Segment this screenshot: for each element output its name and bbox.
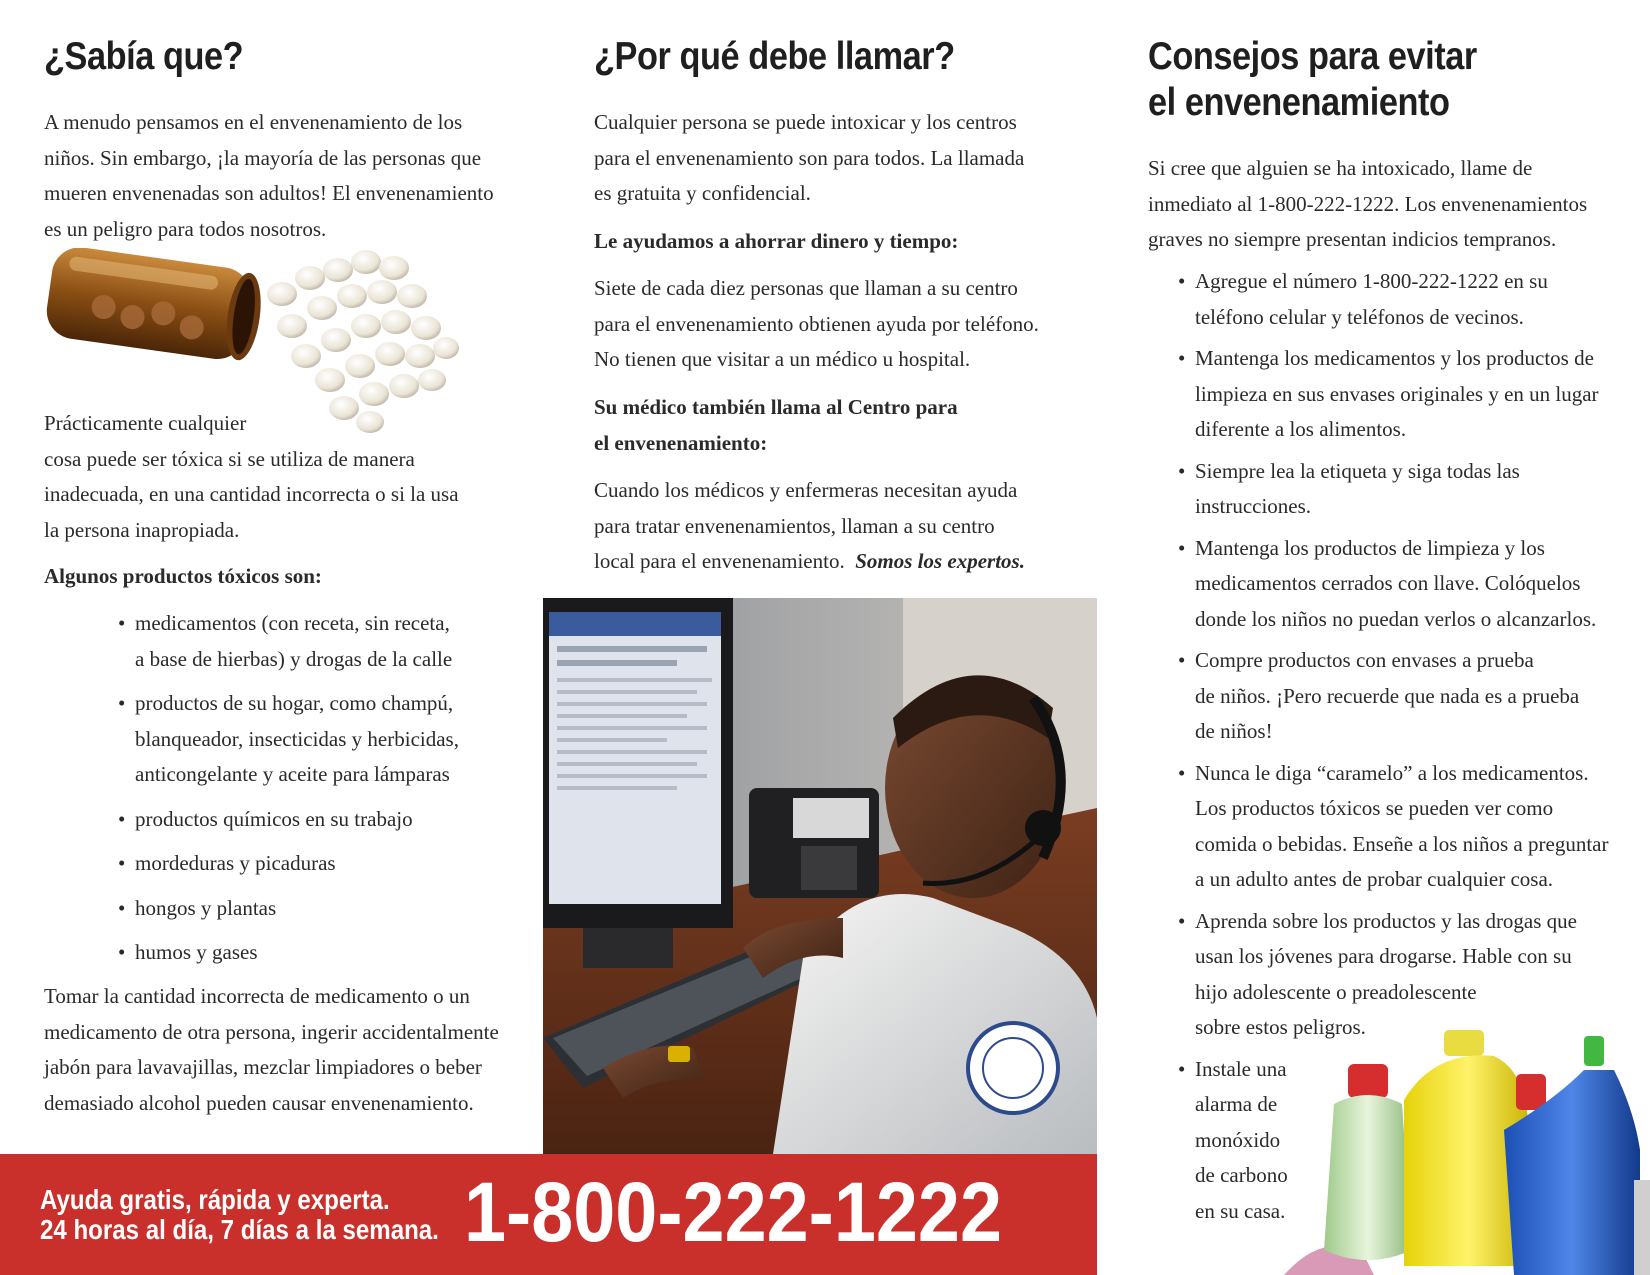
list-item: • medicamentos (con receta, sin receta, a base de hierbas) y drogas de la calle: [116, 606, 459, 677]
paragraph-anyone: Cualquier persona se puede intoxicar y los centros para el envenenamiento son para todos. La llamada es gratuita y confidencial.: [594, 110, 1025, 205]
paragraph-call-immediately: Si cree que alguien se ha intoxicado, llame de inmediato al 1-800-222-1222. Los envenenamientos graves no siempre presentan indicios tempranos.: [1148, 156, 1588, 251]
list-item: • Compre productos con envases a prueba de niños. ¡Pero recuerde que nada es a prueba de niños!: [1176, 643, 1608, 750]
paragraph-doctors: Cuando los médicos y enfermeras necesitan ayuda para tratar envenenamientos, llaman a su centro local para el envenenamiento. Somos los expertos.: [594, 478, 1025, 573]
hotline-phone-number[interactable]: 1-800-222-1222: [464, 1165, 1003, 1259]
doctor-calls-heading: Su médico también llama al Centro para el envenenamiento:: [594, 395, 958, 455]
banner-tagline: Ayuda gratis, rápida y experta. 24 horas al día, 7 días a la semana.: [40, 1184, 439, 1245]
poison-specialist-photo: [543, 598, 1097, 1154]
paragraph-practically-anything: Prácticamente cualquier cosa puede ser tóxica si se utiliza de manera inadecuada, en una cantidad incorrecta o si la usa la persona inapropiada.: [44, 411, 459, 542]
list-item: • Agregue el número 1-800-222-1222 en su teléfono celular y teléfonos de vecinos.: [1176, 264, 1608, 335]
column-why-call: [594, 0, 1074, 590]
list-item: • Aprenda sobre los productos y las drogas que usan los jóvenes para drogarse. Hable con su hijo adolescente o preadolescente sobre estos peligros.: [1176, 904, 1608, 1046]
list-item: • Nunca le diga “caramelo” a los medicamentos. Los productos tóxicos se pueden ver como comida o bebidas. Enseñe a los niños a preguntar a un adulto antes de probar cualquier cosa.: [1176, 756, 1608, 898]
list-item: • productos de su hogar, como champú, blanqueador, insecticidas y herbicidas, anticongelante y aceite para lámparas: [116, 686, 459, 793]
list-item: • Mantenga los medicamentos y los productos de limpieza en sus envases originales y en un lugar diferente a los alimentos.: [1176, 341, 1608, 448]
paragraph-closing: Tomar la cantidad incorrecta de medicamento o un medicamento de otra persona, ingerir accidentalmente jabón para lavavajillas, mezclar limpiadores o beber demasiado alcohol pueden causar envenenamiento.: [44, 984, 499, 1115]
heading-why-call: ¿Por qué debe llamar?: [594, 35, 955, 78]
list-item: • mordeduras y picaduras: [116, 846, 459, 882]
column-did-you-know: [44, 0, 514, 1154]
we-are-experts-text: Somos los expertos.: [855, 549, 1025, 573]
list-item: • Instale una alarma de monóxido de carbono en su casa.: [1176, 1052, 1608, 1230]
paragraph-seven-of-ten: Siete de cada diez personas que llaman a su centro para el envenenamiento obtienen ayuda por teléfono. No tienen que visitar a un médico u hospital.: [594, 276, 1039, 371]
list-item: • humos y gases: [116, 935, 459, 971]
heading-prevention-tips: Consejos para evitar el envenenamiento: [1148, 35, 1477, 124]
paragraph-intro: A menudo pensamos en el envenenamiento de los niños. Sin embargo, ¡la mayoría de las personas que mueren envenenadas son adultos! El envenenamiento es un peligro para todos nosotros.: [44, 110, 494, 241]
list-item: • Mantenga los productos de limpieza y los medicamentos cerrados con llave. Colóquelos donde los niños no puedan verlos o alcanzarlos.: [1176, 531, 1608, 638]
list-item: • productos químicos en su trabajo: [116, 802, 459, 838]
hotline-banner: [0, 1154, 1097, 1275]
cleaning-products-image: [1284, 1030, 1650, 1275]
heading-did-you-know: ¿Sabía que?: [44, 35, 244, 78]
list-item: • Siempre lea la etiqueta y siga todas las instrucciones.: [1176, 454, 1608, 525]
save-money-heading: Le ayudamos a ahorrar dinero y tiempo:: [594, 229, 959, 253]
toxic-products-list: [116, 606, 459, 971]
list-item: • hongos y plantas: [116, 891, 459, 927]
toxic-products-heading: Algunos productos tóxicos son:: [44, 564, 322, 588]
